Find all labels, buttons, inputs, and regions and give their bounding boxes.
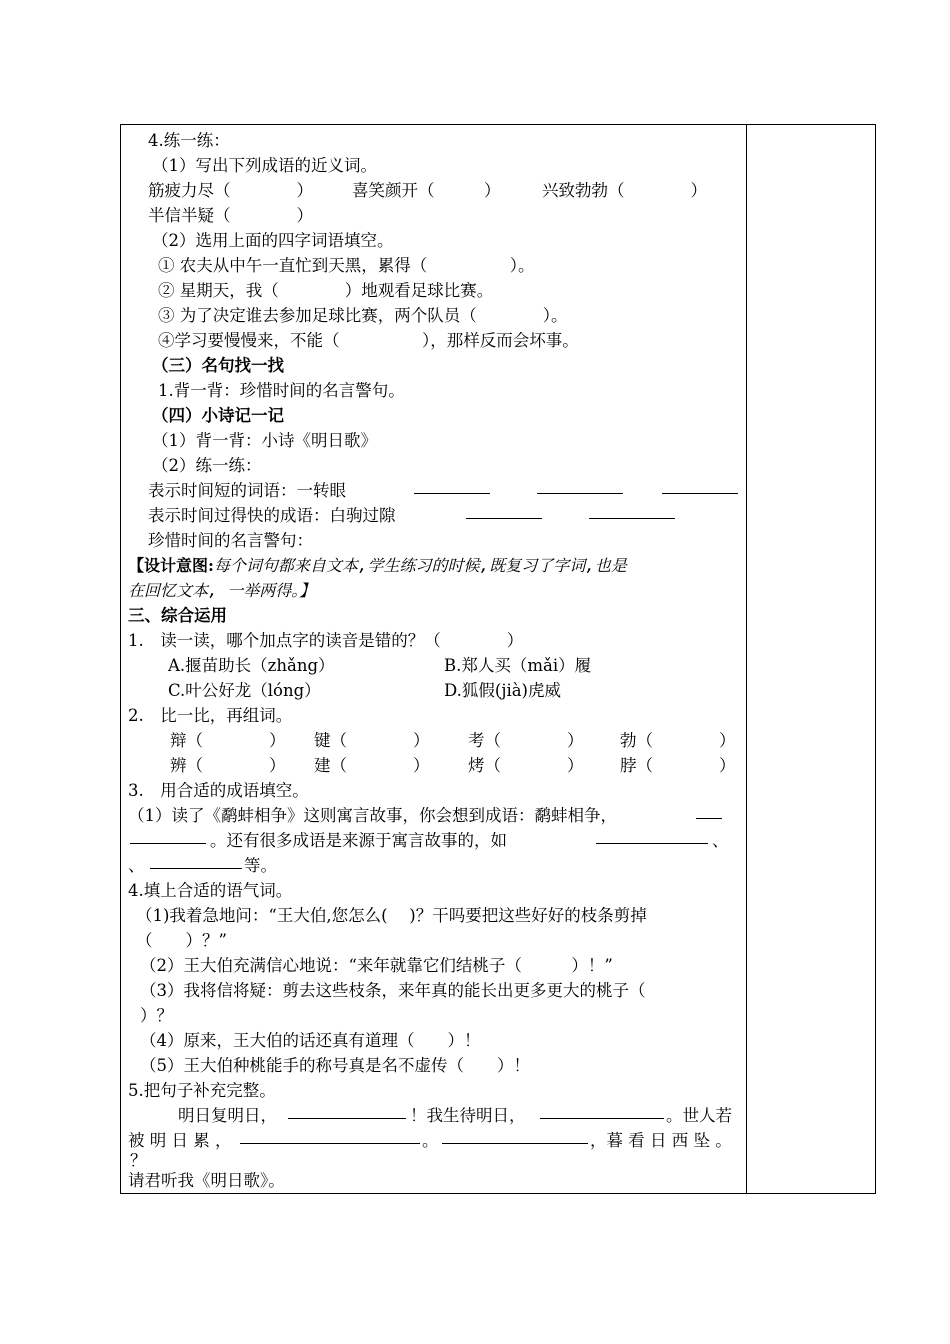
synonym-3: 兴致勃勃（ ）: [542, 181, 707, 200]
practice-q1: （1）写出下列成语的近义词。: [152, 156, 377, 175]
fill-sentence-4: ④学习要慢慢来，不能（ ），那样反而会坏事。: [158, 331, 579, 350]
compare-word: 脖（ ）: [620, 756, 736, 775]
design-intent-line2: 在回忆文本, 一举两得。】: [128, 581, 316, 600]
question-3c-start: 、: [128, 856, 145, 875]
poem-title: （四）小诗记一记: [152, 406, 284, 425]
compare-word: 辨（ ）: [170, 756, 286, 775]
practice-heading: 4.练一练：: [148, 131, 230, 150]
practice-q2: （2）选用上面的四字词语填空。: [152, 231, 394, 250]
blank-line: [288, 1104, 406, 1119]
blank-line: [596, 829, 708, 844]
blank-line: [466, 504, 542, 519]
poem-line-2-start: 被 明 日 累 ，: [128, 1131, 232, 1150]
design-intent-text: 每个词句都来自文本,学生练习的时候,既复习了字词,也是: [213, 556, 627, 575]
question-3b-end: 、: [712, 831, 729, 850]
question-4c: （3）我将信将疑：剪去这些枝条，来年真的能长出更多更大的桃子（: [140, 981, 646, 1000]
blank-line: [240, 1129, 420, 1144]
poem-line-2-mid: 。: [422, 1131, 439, 1150]
option-b: B.郑人买（mǎi）履: [444, 656, 592, 675]
blank-line: [130, 829, 206, 844]
fill-sentence-3: ③ 为了决定谁去参加足球比赛，两个队员（ ）。: [158, 306, 568, 325]
section3-title: 三、综合运用: [128, 606, 227, 625]
option-c: C.叶公好龙（lóng）: [168, 681, 321, 700]
synonym-2: 喜笑颜开（ ）: [352, 181, 501, 200]
question-3a: （1）读了《鹬蚌相争》这则寓言故事，你会想到成语：鹬蚌相争，: [128, 806, 617, 825]
poem-line-1-start: 明日复明日，: [178, 1106, 277, 1125]
column-divider: [746, 124, 747, 1194]
option-a: A.揠苗助长（zhǎng）: [168, 656, 335, 675]
compare-word: 考（ ）: [468, 731, 584, 750]
compare-word: 勃（ ）: [620, 731, 736, 750]
question-5: 5.把句子补充完整。: [128, 1081, 276, 1100]
fill-sentence-2: ② 星期天，我（ ）地观看足球比赛。: [158, 281, 494, 300]
compare-word: 烤（ ）: [468, 756, 584, 775]
short-time-line: [148, 480, 346, 502]
quotes-title: （三）名句找一找: [152, 356, 284, 375]
quotes-item: 1.背一背：珍惜时间的名言警句。: [158, 381, 405, 400]
question-3: 3. 用合适的成语填空。: [128, 781, 309, 800]
compare-word: 辩（ ）: [170, 731, 286, 750]
option-d: D.狐假(jià)虎威: [444, 681, 561, 700]
poem-line-2-end: ，暮 看 日 西 坠 。: [590, 1131, 732, 1150]
poem-line-1-mid: ！我生待明日，: [410, 1106, 526, 1125]
poem-q1: （1）背一背：小诗《明日歌》: [152, 431, 377, 450]
question-4d: （4）原来，王大伯的话还真有道理（ ）！: [140, 1031, 481, 1050]
question-1: 1. 读一读，哪个加点字的读音是错的？（ ）: [128, 631, 524, 650]
blank-line: [414, 479, 490, 494]
question-4e: （5）王大伯种桃能手的称号真是名不虚传（ ）！: [140, 1056, 530, 1075]
poem-line-4: 请君听我《明日歌》。: [128, 1171, 285, 1190]
question-4c-cont: ）？: [140, 1006, 173, 1025]
compare-word: 建（ ）: [314, 756, 430, 775]
question-4a-cont: （ ）？”: [136, 931, 227, 950]
synonym-1: 筋疲力尽（ ）: [148, 181, 313, 200]
poem-q2: （2）练一练：: [152, 456, 262, 475]
design-intent-label: 【设计意图:: [128, 556, 214, 575]
fast-time-label: 表示时间过得快的成语：白驹过隙: [148, 506, 396, 525]
blank-line: [696, 804, 722, 819]
compare-word: 键（ ）: [314, 731, 430, 750]
design-intent-line1: [128, 555, 627, 577]
blank-line: [589, 504, 675, 519]
fill-sentence-1: ① 农夫从中午一直忙到天黑，累得（ ）。: [158, 256, 535, 275]
blank-line: [442, 1129, 588, 1144]
synonym-4: 半信半疑（ ）: [148, 206, 313, 225]
question-4: 4.填上合适的语气词。: [128, 881, 293, 900]
short-time-label: 表示时间短的词语：一转眼: [148, 481, 346, 500]
question-3c-end: 等。: [244, 856, 277, 875]
blank-line: [537, 479, 623, 494]
question-3b: 。还有很多成语是来源于寓言故事的，如: [210, 831, 507, 850]
blank-line: [662, 479, 738, 494]
poem-line-1-end: 。世人若: [666, 1106, 732, 1125]
blank-line: [150, 854, 242, 869]
question-2: 2. 比一比，再组词。: [128, 706, 293, 725]
poem-line-3: ？: [130, 1151, 147, 1170]
question-4b: （2）王大伯充满信心地说：“来年就靠它们结桃子（ ）！”: [140, 956, 613, 975]
question-4a: （1)我着急地问：“王大伯,您怎么( )？干吗要把这些好好的枝条剪掉: [136, 906, 647, 925]
blank-line: [540, 1104, 664, 1119]
quote-label: 珍惜时间的名言警句：: [148, 531, 313, 550]
